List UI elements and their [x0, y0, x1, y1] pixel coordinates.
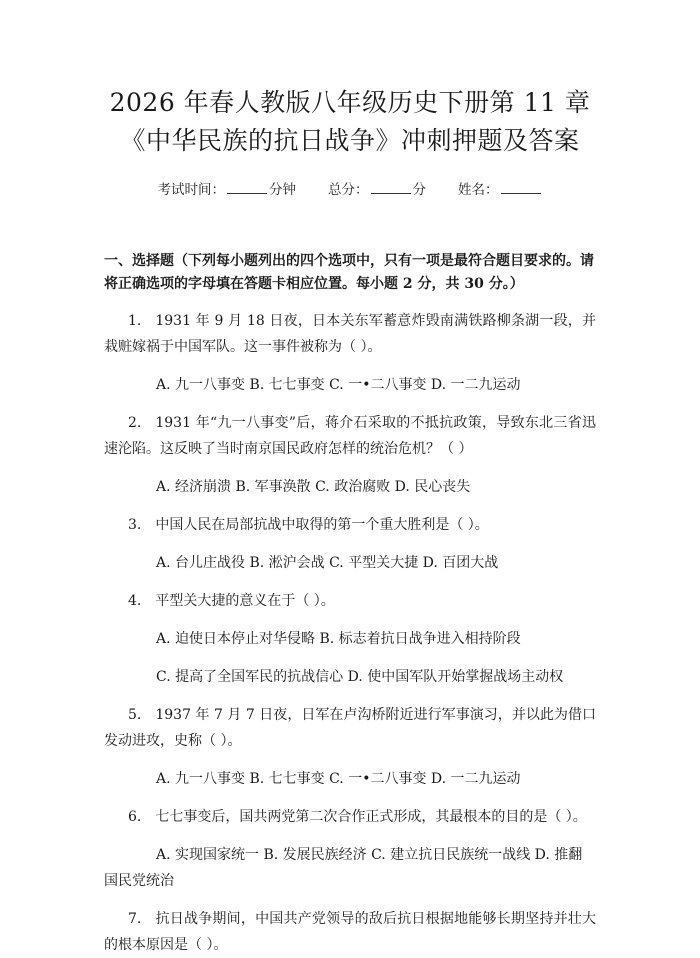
question-text: 七七事变后，国共两党第二次合作正式形成，其最根本的目的是（ ）。 — [155, 809, 587, 825]
question-options: A. 实现国家统一 B. 发展民族经济 C. 建立抗日民族统一战线 D. 推翻国民党统治 — [104, 847, 583, 889]
question-number: 7. — [128, 911, 142, 927]
question-text: 1931 年 9 月 18 日夜，日本关东军蓄意炸毁南满铁路柳条湖一段，并栽赃嫁祸于中国军队。这一事件被称为（ ）。 — [104, 313, 596, 355]
time-blank — [227, 179, 267, 194]
question-text: 1931 年“九一八事变”后，蒋介石采取的不抵抗政策，导致东北三省迅速沦陷。这反映了当时南京国民政府怎样的统治危机？（ ） — [104, 415, 596, 457]
title-line-1: 2026 年春人教版八年级历史下册第 11 章 — [109, 88, 591, 117]
question-options: A. 九一八事变 B. 七七事变 C. 一•二八事变 D. 一二九运动 — [156, 377, 521, 393]
question-text: 中国人民在局部抗战中取得的第一个重大胜利是（ ）。 — [155, 517, 489, 533]
document-title — [104, 0, 596, 160]
exam-info — [104, 178, 596, 198]
question-number: 5. — [128, 707, 142, 723]
exam-score: 总分： 分 — [328, 178, 426, 198]
question — [104, 588, 596, 614]
question — [104, 906, 596, 958]
question — [104, 804, 596, 830]
question-number: 2. — [128, 415, 142, 431]
question-text: 平型关大捷的意义在于（ ）。 — [155, 593, 335, 609]
question-number: 1. — [128, 313, 142, 329]
question — [104, 410, 596, 462]
question-text: 1937 年 7 月 7 日夜，日军在卢沟桥附近进行军事演习，并以此为借口发动进攻，史称（ ）。 — [104, 707, 596, 749]
question — [104, 308, 596, 360]
name-blank — [501, 179, 541, 194]
exam-time: 考试时间： 分钟 — [158, 178, 297, 198]
exam-name: 姓名： — [458, 178, 543, 198]
question — [104, 702, 596, 754]
question-options: A. 迫使日本停止对华侵略 B. 标志着抗日战争进入相持阶段 — [156, 631, 521, 647]
question-text: 抗日战争期间，中国共产党领导的敌后抗日根据地能够长期坚持并壮大的根本原因是（ ）。 — [104, 911, 596, 953]
question-number: 6. — [128, 809, 142, 825]
question-options: A. 九一八事变 B. 七七事变 C. 一•二八事变 D. 一二九运动 — [156, 771, 521, 787]
title-line-2: 《中华民族的抗日战争》冲刺押题及答案 — [120, 126, 580, 155]
question-options: A. 台儿庄战役 B. 淞沪会战 C. 平型关大捷 D. 百团大战 — [156, 555, 499, 571]
question — [104, 512, 596, 538]
score-blank — [371, 179, 411, 194]
question-number: 3. — [128, 517, 142, 533]
question-options: C. 提高了全国军民的抗战信心 D. 使中国军队开始掌握战场主动权 — [156, 669, 564, 685]
question-number: 4. — [128, 593, 142, 609]
question-options: A. 经济崩溃 B. 军事涣散 C. 政治腐败 D. 民心丧失 — [156, 479, 471, 495]
section-heading: 一、选择题（下列每小题列出的四个选项中，只有一项是最符合题目要求的。请将正确选项的字母填在答题卡相应位置。每小题 2 分，共 30 分。） — [104, 253, 594, 292]
